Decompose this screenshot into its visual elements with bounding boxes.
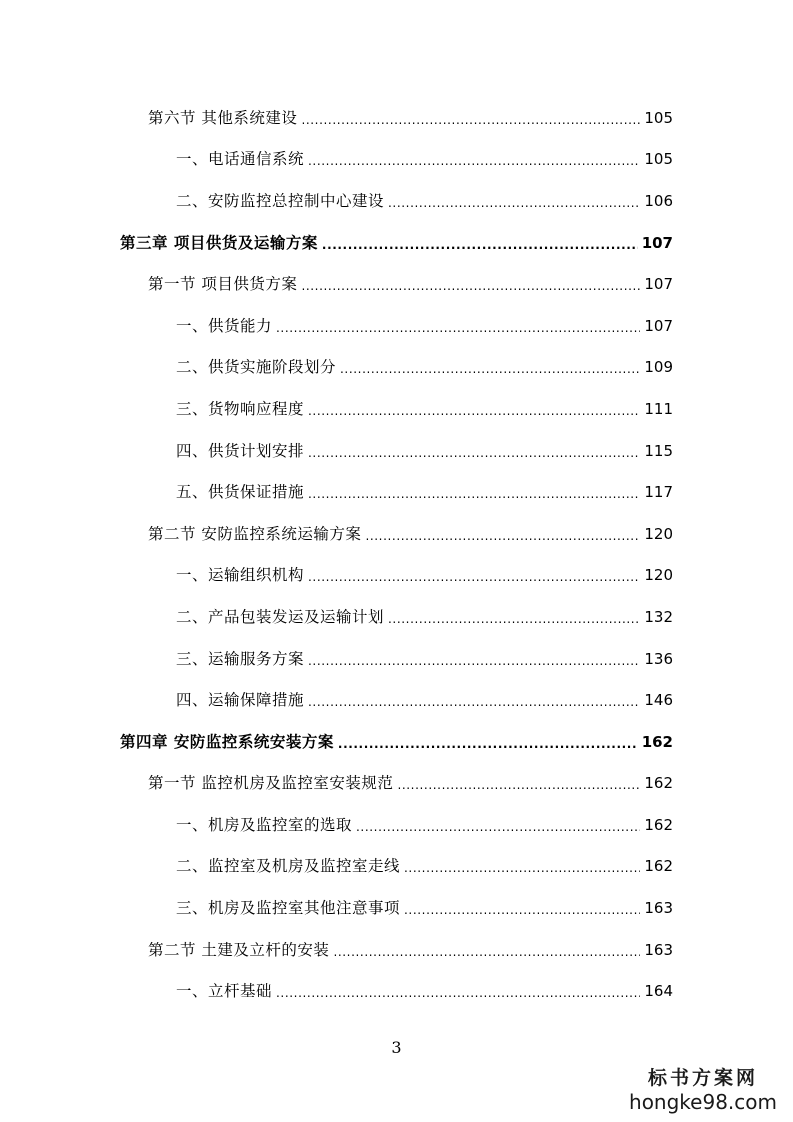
toc-entry-page: 105 xyxy=(644,108,673,127)
site-watermark xyxy=(629,1066,777,1114)
toc-dot-leader xyxy=(404,858,640,878)
toc-entry-title: 一、机房及监控室的选取 xyxy=(176,815,353,834)
toc-entry-title: 一、电话通信系统 xyxy=(176,150,305,169)
toc-entry-page: 115 xyxy=(644,441,673,460)
toc-entry-page: 162 xyxy=(644,774,673,793)
toc-dot-leader xyxy=(308,651,640,671)
toc-dot-leader xyxy=(276,983,640,1003)
toc-entry[interactable] xyxy=(0,222,793,264)
toc-dot-leader xyxy=(308,401,640,421)
toc-entry-page: 164 xyxy=(644,982,673,1001)
toc-entry-title: 二、安防监控总控制中心建设 xyxy=(176,191,385,210)
toc-entry[interactable] xyxy=(0,180,793,222)
toc-dot-leader xyxy=(365,526,640,546)
toc-entry-page: 120 xyxy=(644,566,673,585)
toc-dot-leader xyxy=(388,193,640,213)
toc-entry-page: 107 xyxy=(644,275,673,294)
toc-entry-page: 106 xyxy=(644,191,673,210)
toc-entry-title: 三、货物响应程度 xyxy=(176,399,305,418)
toc-entry-page: 111 xyxy=(644,399,673,418)
toc-entry-title: 第二节 土建及立杆的安装 xyxy=(148,940,330,959)
toc-entry-title: 第四章 安防监控系统安装方案 xyxy=(120,731,334,751)
toc-entry-page: 107 xyxy=(644,316,673,335)
toc-entry[interactable] xyxy=(0,929,793,971)
toc-entry-title: 一、运输组织机构 xyxy=(176,566,305,585)
toc-entry[interactable] xyxy=(0,679,793,721)
toc-dot-leader xyxy=(338,734,638,754)
toc-dot-leader xyxy=(301,110,640,130)
toc-entry[interactable] xyxy=(0,555,793,597)
toc-entry-title: 三、机房及监控室其他注意事项 xyxy=(176,899,401,918)
toc-entry-title: 五、供货保证措施 xyxy=(176,483,305,502)
toc-dot-leader xyxy=(388,609,640,629)
toc-dot-leader xyxy=(340,359,640,379)
toc-entry[interactable] xyxy=(0,305,793,347)
toc-entry-title: 第一节 项目供货方案 xyxy=(148,275,298,294)
toc-entry-page: 117 xyxy=(644,483,673,502)
toc-entry-title: 第三章 项目供货及运输方案 xyxy=(120,232,318,252)
toc-entry[interactable] xyxy=(0,970,793,1012)
toc-entry-title: 四、运输保障措施 xyxy=(176,691,305,710)
toc-dot-leader xyxy=(397,775,640,795)
toc-dot-leader xyxy=(308,692,640,712)
toc-entry-title: 二、产品包装发运及运输计划 xyxy=(176,607,385,626)
watermark-url: hongke98.com xyxy=(629,1090,777,1114)
toc-entry-title: 二、监控室及机房及监控室走线 xyxy=(176,857,401,876)
toc-dot-leader xyxy=(322,235,638,255)
toc-dot-leader xyxy=(333,942,640,962)
page-number: 3 xyxy=(391,1038,402,1057)
toc-entry-title: 一、立杆基础 xyxy=(176,982,273,1001)
toc-entry-title: 一、供货能力 xyxy=(176,316,273,335)
toc-entry-page: 146 xyxy=(644,691,673,710)
toc-entry[interactable] xyxy=(0,471,793,513)
toc-entry[interactable] xyxy=(0,638,793,680)
toc-dot-leader xyxy=(276,318,640,338)
toc-entry[interactable] xyxy=(0,721,793,763)
toc-entry[interactable] xyxy=(0,596,793,638)
toc-entry-page: 109 xyxy=(644,358,673,377)
toc-entry[interactable] xyxy=(0,804,793,846)
toc-entry-page: 162 xyxy=(644,857,673,876)
toc-entry-title: 四、供货计划安排 xyxy=(176,441,305,460)
toc-dot-leader xyxy=(308,151,640,171)
toc-entry-page: 163 xyxy=(644,899,673,918)
toc-entry-page: 162 xyxy=(644,815,673,834)
toc-dot-leader xyxy=(308,443,640,463)
toc-entry[interactable] xyxy=(0,430,793,472)
toc-entry-page: 136 xyxy=(644,649,673,668)
toc-entry[interactable] xyxy=(0,388,793,430)
toc-entry-page: 132 xyxy=(644,607,673,626)
toc-entry[interactable] xyxy=(0,846,793,888)
toc-entry-title: 第六节 其他系统建设 xyxy=(148,108,298,127)
toc-dot-leader xyxy=(308,484,640,504)
toc-entry[interactable] xyxy=(0,513,793,555)
toc-entry-title: 三、运输服务方案 xyxy=(176,649,305,668)
toc-entry[interactable] xyxy=(0,347,793,389)
toc-dot-leader xyxy=(356,817,640,837)
toc-entry-page: 163 xyxy=(644,940,673,959)
watermark-site-name: 标书方案网 xyxy=(648,1067,759,1089)
toc-entry-page: 105 xyxy=(644,150,673,169)
toc-dot-leader xyxy=(301,276,640,296)
toc-entry[interactable] xyxy=(0,263,793,305)
toc-dot-leader xyxy=(404,900,640,920)
toc-entry-title: 第二节 安防监控系统运输方案 xyxy=(148,524,362,543)
toc-entry[interactable] xyxy=(0,97,793,139)
toc-entry[interactable] xyxy=(0,887,793,929)
toc-entry-page: 162 xyxy=(641,732,673,751)
toc-entry-title: 二、供货实施阶段划分 xyxy=(176,358,337,377)
toc-entry[interactable] xyxy=(0,139,793,181)
toc-entry-title: 第一节 监控机房及监控室安装规范 xyxy=(148,774,394,793)
toc-entry[interactable] xyxy=(0,763,793,805)
toc-dot-leader xyxy=(308,567,640,587)
toc-entry-page: 107 xyxy=(641,233,673,252)
table-of-contents xyxy=(0,97,793,1012)
toc-entry-page: 120 xyxy=(644,524,673,543)
